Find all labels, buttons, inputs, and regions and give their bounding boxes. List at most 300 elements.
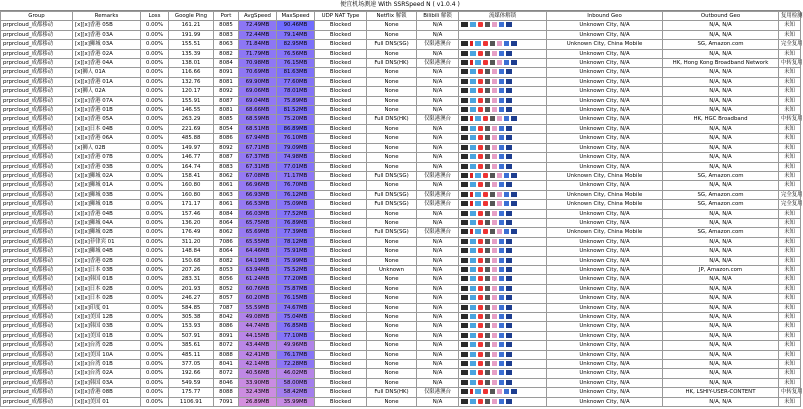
cell-group: prprcloud_成都移动 [1, 294, 73, 303]
cell-bilibili: N/A [417, 397, 459, 406]
cell-loss: 0.00% [141, 21, 169, 30]
dazn-icon [485, 314, 490, 319]
header-remarks: Remarks [73, 12, 141, 21]
cell-outbound-geo: N/A, N/A [663, 106, 779, 115]
cell-netflix: None [367, 350, 417, 359]
header-max-speed: MaxSpeed [277, 12, 315, 21]
cell-max-speed: 76.89MB [277, 218, 315, 227]
cell-inbound-geo: Unknown City, N/A [547, 68, 663, 77]
cell-bilibili: N/A [417, 237, 459, 246]
cell-avg-speed: 60.76MB [239, 284, 277, 293]
cell-bilibili: N/A [417, 143, 459, 152]
cell-google-ping: 191.99 [169, 30, 214, 39]
disney-icon [506, 69, 512, 74]
cell-streaming [459, 303, 547, 312]
cell-group: prprcloud_成都移动 [1, 237, 73, 246]
tvb-icon [499, 107, 504, 112]
cell-outbound-geo: N/A, N/A [663, 369, 779, 378]
cell-max-speed: 76.12MB [277, 190, 315, 199]
bilibili-icon [470, 267, 476, 272]
table-row [1, 124, 801, 133]
cell-loss: 0.00% [141, 124, 169, 133]
pikpak-icon [492, 361, 497, 366]
cell-streaming [459, 181, 547, 190]
dazn-icon [490, 201, 495, 206]
tvb-icon [499, 182, 504, 187]
pikpak-icon [492, 239, 497, 244]
cell-google-ping: 1106.91 [169, 397, 214, 406]
cell-remarks: [x][x]香港 02A [73, 49, 141, 58]
header-avg-speed: AvgSpeed [239, 12, 277, 21]
table-row [1, 143, 801, 152]
cell-bilibili: N/A [417, 87, 459, 96]
cell-reuse: 未知 [779, 294, 801, 303]
dazn-icon [485, 211, 490, 216]
cell-loss: 0.00% [141, 190, 169, 199]
cell-bilibili: N/A [417, 218, 459, 227]
table-row [1, 341, 801, 350]
cell-outbound-geo: N/A, N/A [663, 378, 779, 387]
youtube-icon [478, 380, 483, 385]
cell-remarks: [x][x]香港 04A [73, 59, 141, 68]
cell-bilibili: N/A [417, 153, 459, 162]
cell-outbound-geo: N/A, N/A [663, 96, 779, 105]
cell-max-speed: 77.60MB [277, 77, 315, 86]
disney-icon [506, 164, 512, 169]
cell-loss: 0.00% [141, 68, 169, 77]
cell-group: prprcloud_成都移动 [1, 265, 73, 274]
disney-icon [506, 267, 512, 272]
table-row [1, 228, 801, 237]
cell-remarks: [x][x]韩国 03A [73, 378, 141, 387]
cell-reuse: 未知 [779, 303, 801, 312]
cell-max-speed: 71.17MB [277, 171, 315, 180]
cell-remarks: [x][x]狮城 02B [73, 228, 141, 237]
cell-remarks: [x][x]香港 01A [73, 77, 141, 86]
cell-google-ping: 160.80 [169, 190, 214, 199]
hbo-icon [461, 370, 468, 375]
cell-max-speed: 77.39MB [277, 228, 315, 237]
cell-reuse: 未知 [779, 77, 801, 86]
cell-reuse: 未知 [779, 49, 801, 58]
table-row [1, 181, 801, 190]
header-reuse: 复用检测 [779, 12, 801, 21]
table-row [1, 350, 801, 359]
hbo-icon [461, 182, 468, 187]
cell-group: prprcloud_成都移动 [1, 200, 73, 209]
youtube-icon [483, 60, 488, 65]
cell-reuse: 未知 [779, 237, 801, 246]
dazn-icon [485, 79, 490, 84]
youtube-icon [478, 239, 483, 244]
cell-reuse: 未知 [779, 171, 801, 180]
cell-streaming [459, 209, 547, 218]
cell-google-ping: 120.17 [169, 87, 214, 96]
cell-port: 8041 [214, 360, 239, 369]
cell-streaming [459, 68, 547, 77]
bilibili-icon [475, 389, 481, 394]
cell-inbound-geo: Unknown City, N/A [547, 143, 663, 152]
pikpak-icon [497, 389, 502, 394]
cell-streaming [459, 106, 547, 115]
cell-netflix: None [367, 360, 417, 369]
cell-outbound-geo: N/A, N/A [663, 350, 779, 359]
table-row [1, 397, 801, 406]
cell-avg-speed: 44.74MB [239, 322, 277, 331]
pikpak-icon [497, 41, 502, 46]
pikpak-icon [492, 135, 497, 140]
disney-icon [506, 51, 512, 56]
cell-avg-speed: 65.55MB [239, 237, 277, 246]
cell-udp-nat: Blocked [315, 256, 367, 265]
cell-loss: 0.00% [141, 143, 169, 152]
bilibili-icon [470, 295, 476, 300]
cell-netflix: None [367, 369, 417, 378]
cell-port: 8062 [214, 228, 239, 237]
cell-outbound-geo: N/A, N/A [663, 256, 779, 265]
cell-reuse: 未知 [779, 397, 801, 406]
bilibili-icon [470, 239, 476, 244]
table-row [1, 313, 801, 322]
cell-bilibili: N/A [417, 350, 459, 359]
tvb-icon [499, 258, 504, 263]
cell-avg-speed: 67.31MB [239, 162, 277, 171]
cell-avg-speed: 64.19MB [239, 256, 277, 265]
dazn-icon [490, 229, 495, 234]
cell-streaming [459, 124, 547, 133]
cell-avg-speed: 32.43MB [239, 388, 277, 397]
cell-max-speed: 76.10MB [277, 134, 315, 143]
cell-inbound-geo: Unknown City, N/A [547, 49, 663, 58]
cell-max-speed: 81.63MB [277, 68, 315, 77]
tvb-icon [499, 88, 504, 93]
cell-avg-speed: 65.69MB [239, 228, 277, 237]
table-row [1, 162, 801, 171]
dazn-icon [485, 164, 490, 169]
netflix-icon [470, 41, 473, 46]
hbo-icon [461, 192, 468, 197]
dazn-icon [490, 116, 495, 121]
cell-remarks: [x][x]日本 03B [73, 265, 141, 274]
cell-netflix: None [367, 209, 417, 218]
hbo-icon [461, 267, 468, 272]
bilibili-icon [470, 135, 476, 140]
youtube-icon [483, 229, 488, 234]
cell-inbound-geo: Unknown City, N/A [547, 106, 663, 115]
cell-reuse: 未知 [779, 360, 801, 369]
cell-port: 7086 [214, 237, 239, 246]
cell-loss: 0.00% [141, 40, 169, 49]
cell-group: prprcloud_成都移动 [1, 284, 73, 293]
bilibili-icon [470, 182, 476, 187]
disney-icon [506, 182, 512, 187]
youtube-icon [478, 126, 483, 131]
dazn-icon [485, 107, 490, 112]
cell-max-speed: 76.15MB [277, 59, 315, 68]
hbo-icon [461, 258, 468, 263]
cell-google-ping: 549.59 [169, 378, 214, 387]
header-row [1, 12, 801, 21]
cell-port: 8088 [214, 350, 239, 359]
cell-remarks: [x][x]香港 07B [73, 153, 141, 162]
disney-icon [506, 154, 512, 159]
cell-streaming [459, 265, 547, 274]
cell-group: prprcloud_成都移动 [1, 397, 73, 406]
cell-outbound-geo: N/A, N/A [663, 162, 779, 171]
header-google-ping: Google Ping [169, 12, 214, 21]
cell-reuse: 未知 [779, 322, 801, 331]
cell-loss: 0.00% [141, 388, 169, 397]
pikpak-icon [497, 192, 502, 197]
dazn-icon [485, 135, 490, 140]
disney-icon [506, 333, 512, 338]
cell-reuse: 未知 [779, 341, 801, 350]
cell-udp-nat: Blocked [315, 313, 367, 322]
cell-netflix: None [367, 124, 417, 133]
cell-streaming [459, 190, 547, 199]
cell-udp-nat: Blocked [315, 200, 367, 209]
hbo-icon [461, 41, 468, 46]
bilibili-icon [470, 399, 476, 404]
cell-loss: 0.00% [141, 237, 169, 246]
cell-streaming [459, 218, 547, 227]
tvb-icon [499, 323, 504, 328]
tvb-icon [499, 126, 504, 131]
youtube-icon [483, 389, 488, 394]
cell-udp-nat: Blocked [315, 284, 367, 293]
cell-port: 8062 [214, 171, 239, 180]
cell-bilibili: N/A [417, 256, 459, 265]
cell-remarks: [x][x]香港 04B [73, 209, 141, 218]
bilibili-icon [470, 79, 476, 84]
tvb-icon [499, 276, 504, 281]
cell-group: prprcloud_成都移动 [1, 96, 73, 105]
cell-netflix: None [367, 134, 417, 143]
cell-group: prprcloud_成都移动 [1, 181, 73, 190]
cell-inbound-geo: Unknown City, China Mobile [547, 200, 663, 209]
youtube-icon [478, 258, 483, 263]
netflix-icon [470, 60, 473, 65]
cell-bilibili: 仅限港澳台 [417, 59, 459, 68]
disney-icon [511, 60, 517, 65]
bilibili-icon [475, 173, 481, 178]
pikpak-icon [492, 333, 497, 338]
cell-streaming [459, 162, 547, 171]
cell-inbound-geo: Unknown City, N/A [547, 218, 663, 227]
pikpak-icon [492, 399, 497, 404]
cell-max-speed: 75.04MB [277, 313, 315, 322]
cell-outbound-geo: N/A, N/A [663, 218, 779, 227]
results-table [0, 11, 801, 407]
cell-port: 8064 [214, 218, 239, 227]
bilibili-icon [470, 107, 476, 112]
bilibili-icon [470, 164, 476, 169]
header-inbound-geo: Inbound Geo [547, 12, 663, 21]
youtube-icon [483, 41, 488, 46]
cell-inbound-geo: Unknown City, N/A [547, 303, 663, 312]
cell-udp-nat: Blocked [315, 115, 367, 124]
cell-streaming [459, 378, 547, 387]
cell-netflix: None [367, 21, 417, 30]
youtube-icon [478, 154, 483, 159]
pikpak-icon [492, 211, 497, 216]
dazn-icon [485, 154, 490, 159]
disney-icon [511, 201, 517, 206]
tvb-icon [499, 361, 504, 366]
cell-group: prprcloud_成都移动 [1, 275, 73, 284]
hbo-icon [461, 135, 468, 140]
cell-avg-speed: 69.90MB [239, 77, 277, 86]
cell-netflix: None [367, 153, 417, 162]
disney-icon [506, 220, 512, 225]
cell-inbound-geo: Unknown City, N/A [547, 153, 663, 162]
youtube-icon [478, 135, 483, 140]
cell-google-ping: 155.51 [169, 40, 214, 49]
cell-max-speed: 76.56MB [277, 49, 315, 58]
dazn-icon [485, 342, 490, 347]
cell-streaming [459, 275, 547, 284]
cell-google-ping: 385.61 [169, 341, 214, 350]
cell-streaming [459, 284, 547, 293]
pikpak-icon [492, 370, 497, 375]
hbo-icon [461, 389, 468, 394]
youtube-icon [478, 286, 483, 291]
youtube-icon [478, 145, 483, 150]
cell-loss: 0.00% [141, 341, 169, 350]
netflix-icon [470, 389, 473, 394]
cell-loss: 0.00% [141, 369, 169, 378]
cell-loss: 0.00% [141, 350, 169, 359]
pikpak-icon [497, 173, 502, 178]
dazn-icon [485, 276, 490, 281]
cell-remarks: [x][x]狮城 04A [73, 218, 141, 227]
cell-port: 8061 [214, 181, 239, 190]
cell-google-ping: 485.11 [169, 350, 214, 359]
youtube-icon [478, 323, 483, 328]
table-row [1, 106, 801, 115]
dazn-icon [485, 333, 490, 338]
cell-reuse: 未知 [779, 162, 801, 171]
cell-streaming [459, 21, 547, 30]
cell-outbound-geo: N/A, N/A [663, 181, 779, 190]
cell-outbound-geo: N/A, N/A [663, 49, 779, 58]
table-row [1, 134, 801, 143]
cell-reuse: 未知 [779, 378, 801, 387]
cell-avg-speed: 44.15MB [239, 331, 277, 340]
disney-icon [511, 192, 517, 197]
cell-loss: 0.00% [141, 96, 169, 105]
tvb-icon [499, 239, 504, 244]
cell-remarks: [x][x]狮城 03B [73, 190, 141, 199]
cell-avg-speed: 33.90MB [239, 378, 277, 387]
cell-google-ping: 221.69 [169, 124, 214, 133]
pikpak-icon [492, 342, 497, 347]
disney-icon [506, 399, 512, 404]
cell-reuse: 中转复用 [779, 115, 801, 124]
cell-streaming [459, 388, 547, 397]
cell-inbound-geo: Unknown City, N/A [547, 209, 663, 218]
cell-port: 8072 [214, 369, 239, 378]
cell-udp-nat: Blocked [315, 162, 367, 171]
cell-port: 8081 [214, 106, 239, 115]
pikpak-icon [492, 323, 497, 328]
hbo-icon [461, 22, 468, 27]
tvb-icon [499, 220, 504, 225]
dazn-icon [490, 192, 495, 197]
cell-max-speed: 74.98MB [277, 153, 315, 162]
cell-reuse: 完全复用 [779, 200, 801, 209]
cell-port: 8086 [214, 322, 239, 331]
hbo-icon [461, 107, 468, 112]
youtube-icon [478, 22, 483, 27]
cell-udp-nat: Blocked [315, 341, 367, 350]
tvb-icon [499, 295, 504, 300]
netflix-icon [470, 192, 473, 197]
cell-inbound-geo: Unknown City, N/A [547, 77, 663, 86]
cell-netflix: Full DNS(HK) [367, 388, 417, 397]
cell-loss: 0.00% [141, 284, 169, 293]
cell-reuse: 完全复用 [779, 40, 801, 49]
cell-google-ping: 283.31 [169, 275, 214, 284]
cell-netflix: None [367, 30, 417, 39]
cell-max-speed: 75.99MB [277, 256, 315, 265]
cell-google-ping: 263.29 [169, 115, 214, 124]
bilibili-icon [470, 352, 476, 357]
cell-inbound-geo: Unknown City, N/A [547, 341, 663, 350]
cell-remarks: [x][x]美国 01B [73, 331, 141, 340]
disney-icon [511, 173, 517, 178]
cell-google-ping: 377.05 [169, 360, 214, 369]
cell-port: 8063 [214, 40, 239, 49]
disney-icon [506, 342, 512, 347]
hbo-icon [461, 361, 468, 366]
hbo-icon [461, 79, 468, 84]
cell-avg-speed: 70.69MB [239, 68, 277, 77]
cell-netflix: None [367, 284, 417, 293]
pikpak-icon [497, 201, 502, 206]
cell-streaming [459, 143, 547, 152]
table-row [1, 77, 801, 86]
cell-avg-speed: 69.04MB [239, 96, 277, 105]
cell-udp-nat: Blocked [315, 134, 367, 143]
cell-remarks: [x][x]台湾 02B [73, 341, 141, 350]
cell-outbound-geo: N/A, N/A [663, 360, 779, 369]
cell-loss: 0.00% [141, 397, 169, 406]
pikpak-icon [492, 276, 497, 281]
bilibili-icon [470, 323, 476, 328]
hbo-icon [461, 164, 468, 169]
cell-bilibili: N/A [417, 181, 459, 190]
sheet-title: 便宜机场测速 With SSRSpeed N ( v1.0.4 ) [0, 0, 800, 11]
cell-google-ping: 138.01 [169, 59, 214, 68]
cell-netflix: None [367, 313, 417, 322]
bilibili-icon [470, 305, 476, 310]
cell-outbound-geo: N/A, N/A [663, 294, 779, 303]
cell-group: prprcloud_成都移动 [1, 256, 73, 265]
hbo-icon [461, 60, 468, 65]
cell-bilibili: N/A [417, 21, 459, 30]
cell-avg-speed: 66.03MB [239, 209, 277, 218]
table-row [1, 331, 801, 340]
cell-reuse: 未知 [779, 153, 801, 162]
tvb-icon [499, 98, 504, 103]
cell-port: 7087 [214, 303, 239, 312]
cell-udp-nat: Blocked [315, 378, 367, 387]
cell-remarks: [x][x]日本 04B [73, 124, 141, 133]
cell-port: 8083 [214, 162, 239, 171]
cell-avg-speed: 64.46MB [239, 247, 277, 256]
cell-max-speed: 86.89MB [277, 124, 315, 133]
